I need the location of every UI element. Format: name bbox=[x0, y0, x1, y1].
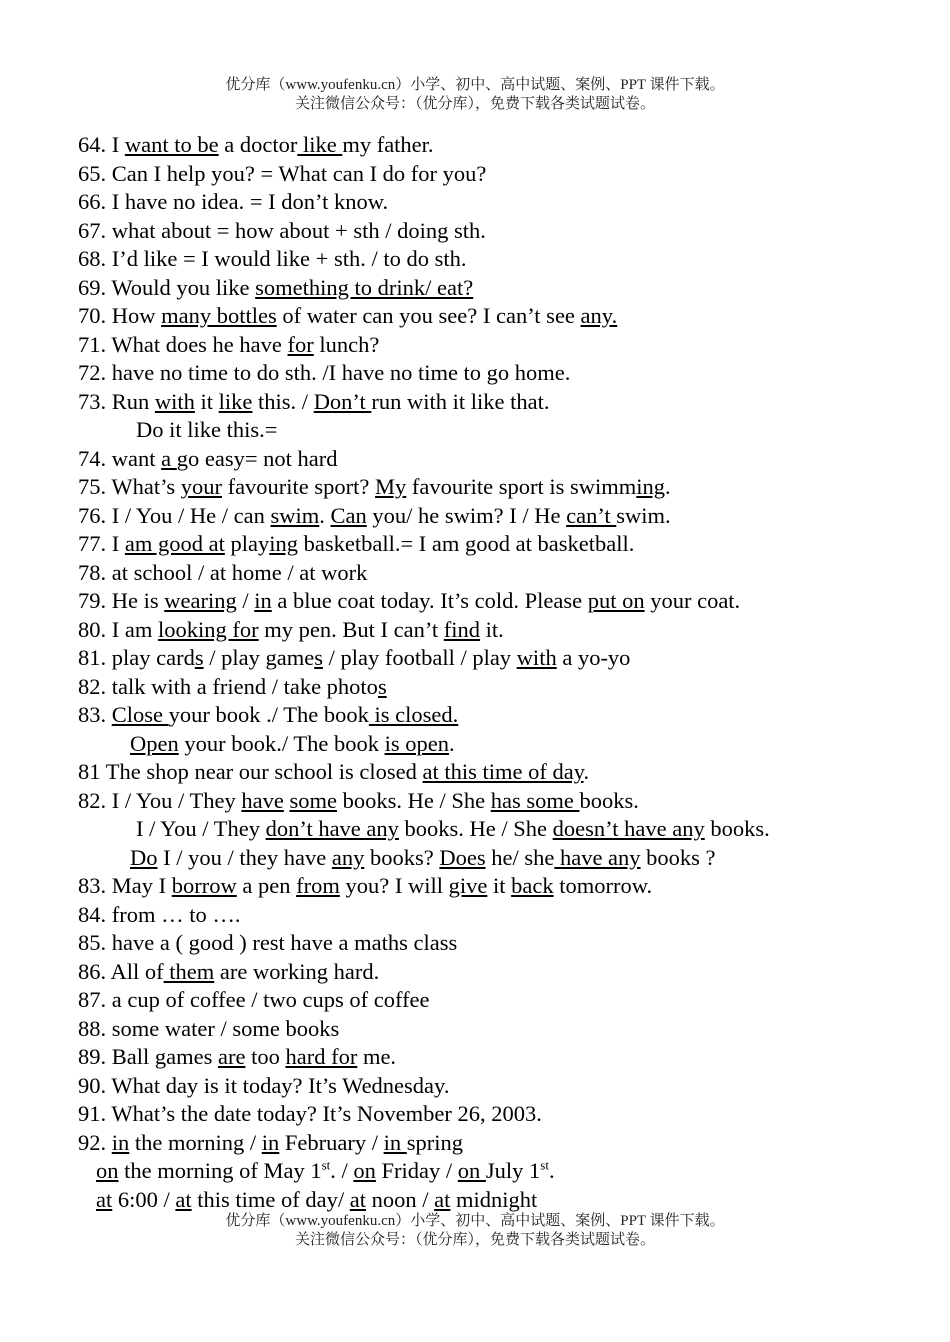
text-line bbox=[78, 302, 938, 331]
underlined-text: in bbox=[111, 1129, 130, 1155]
underlined-text: in bbox=[254, 588, 272, 613]
text-segment: 71. What does he have bbox=[78, 331, 288, 357]
underlined-text: a bbox=[161, 445, 177, 471]
underlined-text: wearing bbox=[164, 588, 237, 613]
underlined-text: is closed. bbox=[368, 702, 459, 727]
text-line bbox=[78, 1100, 938, 1129]
text-segment: / bbox=[236, 588, 255, 613]
text-line bbox=[78, 673, 938, 702]
underlined-text: at bbox=[434, 1186, 451, 1212]
text-segment: 85. have a ( good ) rest have a maths class bbox=[78, 930, 458, 955]
underlined-text: some bbox=[289, 787, 337, 813]
text-segment: run with it like that. bbox=[371, 388, 550, 414]
text-segment: . bbox=[665, 474, 671, 499]
underlined-text: on bbox=[457, 1158, 486, 1183]
text-segment: books. bbox=[579, 787, 639, 813]
text-line bbox=[78, 1186, 938, 1215]
text-segment: midnight bbox=[450, 1186, 538, 1212]
underlined-text: Can bbox=[330, 502, 367, 528]
underlined-text: any bbox=[331, 844, 365, 870]
underlined-text: with bbox=[516, 645, 557, 670]
text-line bbox=[78, 331, 938, 360]
text-segment: the morning / bbox=[129, 1129, 262, 1155]
text-segment: my father. bbox=[342, 132, 434, 157]
text-segment: 68. I’d like = I would like + sth. / to do sth. bbox=[78, 246, 467, 271]
footer-line-1: 优分库（www.youfenku.cn）小学、初中、高中试题、案例、PPT 课件下载。 bbox=[225, 1213, 725, 1229]
text-line bbox=[78, 530, 938, 559]
text-line bbox=[78, 502, 938, 531]
text-segment: 86. All of bbox=[78, 958, 164, 984]
underlined-text: s bbox=[194, 645, 204, 670]
text-segment: . bbox=[448, 730, 455, 756]
text-line bbox=[78, 758, 938, 787]
text-segment: . / bbox=[330, 1158, 354, 1183]
text-segment: lunch? bbox=[313, 331, 380, 357]
underlined-text: can’t bbox=[566, 502, 617, 528]
text-segment: he/ she bbox=[485, 844, 555, 870]
text-segment: 83. May I bbox=[78, 873, 172, 898]
text-line bbox=[78, 188, 938, 217]
underlined-text: at this time of day bbox=[422, 759, 584, 784]
text-segment: books. bbox=[704, 816, 770, 841]
text-segment: noon / bbox=[366, 1186, 435, 1212]
text-segment: your coat. bbox=[644, 588, 741, 613]
text-segment: this time of day/ bbox=[191, 1186, 350, 1212]
underlined-text: your bbox=[180, 474, 222, 499]
superscript-text: st bbox=[540, 1157, 549, 1173]
underlined-text: s bbox=[377, 673, 387, 699]
text-segment: of water can you see? I can’t see bbox=[276, 303, 581, 328]
text-segment: a blue coat today. It’s cold. Please bbox=[271, 588, 588, 613]
text-segment: you/ he swim? I / He bbox=[366, 502, 567, 528]
text-line bbox=[78, 872, 938, 901]
underlined-text: in bbox=[261, 1129, 280, 1155]
text-segment: books? bbox=[364, 844, 440, 870]
text-segment: 64. I bbox=[78, 132, 125, 157]
text-segment: favourite sport? bbox=[221, 474, 376, 499]
footer-line-2: 关注微信公众号：（优分库），免费下载各类试题试卷。 bbox=[294, 1232, 655, 1248]
text-line bbox=[78, 217, 938, 246]
text-line bbox=[78, 445, 938, 474]
underlined-text: on bbox=[353, 1158, 376, 1183]
text-line bbox=[78, 559, 938, 588]
text-segment: 87. a cup of coffee / two cups of coffee bbox=[78, 987, 430, 1012]
text-segment: Do it like this.= bbox=[136, 417, 278, 442]
underlined-text: like bbox=[297, 132, 343, 157]
text-line bbox=[78, 929, 938, 958]
text-segment: too bbox=[245, 1044, 286, 1069]
text-line bbox=[78, 1129, 938, 1158]
text-segment: 88. some water / some books bbox=[78, 1015, 340, 1041]
text-segment: your book ./ The book bbox=[168, 702, 369, 727]
text-line bbox=[78, 587, 938, 616]
underlined-text: Do bbox=[130, 844, 158, 870]
text-segment: are working hard. bbox=[214, 958, 380, 984]
text-line bbox=[78, 616, 938, 645]
text-segment: 75. What’s bbox=[78, 474, 181, 499]
text-segment: 91. What’s the date today? It’s November 26, 2003. bbox=[78, 1101, 542, 1126]
underlined-text: with bbox=[154, 388, 195, 414]
text-segment: 81 The shop near our school is closed bbox=[78, 759, 423, 784]
text-line bbox=[78, 787, 938, 816]
superscript-text: st bbox=[321, 1157, 331, 1173]
text-segment: 81. play card bbox=[78, 645, 195, 670]
text-segment: basketball.= I am good at basketball. bbox=[298, 531, 635, 556]
text-segment: 83. bbox=[78, 702, 112, 727]
document-body bbox=[78, 131, 938, 1214]
text-line bbox=[78, 730, 938, 759]
underlined-text: put on bbox=[587, 588, 645, 613]
text-line bbox=[78, 359, 938, 388]
underlined-text: give bbox=[448, 873, 488, 898]
text-segment: it bbox=[487, 873, 512, 898]
underlined-text: are bbox=[217, 1044, 246, 1069]
text-segment: 74. want bbox=[78, 445, 162, 471]
text-line bbox=[78, 160, 938, 189]
underlined-text: s bbox=[314, 645, 323, 670]
text-segment: 79. He is bbox=[78, 588, 165, 613]
underlined-text: in bbox=[383, 1129, 407, 1155]
text-line bbox=[78, 815, 938, 844]
text-line bbox=[78, 644, 938, 673]
underlined-text: Don’t bbox=[313, 388, 372, 414]
text-segment: you? I will bbox=[339, 873, 449, 898]
text-segment: me. bbox=[357, 1044, 397, 1069]
text-line bbox=[78, 1157, 938, 1186]
text-segment: Friday / bbox=[375, 1158, 458, 1183]
underlined-text: like bbox=[218, 388, 253, 414]
underlined-text: ing bbox=[636, 474, 666, 499]
text-segment: / play game bbox=[203, 645, 315, 670]
text-segment: / play football / play bbox=[322, 645, 517, 670]
text-segment: 65. Can I help you? = What can I do for you? bbox=[78, 160, 487, 186]
text-segment: July 1 bbox=[485, 1158, 541, 1183]
underlined-text: at bbox=[96, 1186, 113, 1212]
header-line-2: 关注微信公众号：（优分库），免费下载各类试题试卷。 bbox=[294, 96, 655, 112]
underlined-text: back bbox=[511, 873, 554, 898]
text-segment: books. He / She bbox=[398, 816, 553, 841]
underlined-text: from bbox=[296, 873, 340, 898]
text-segment: 76. I / You / He / can bbox=[78, 502, 271, 528]
text-line bbox=[78, 274, 938, 303]
underlined-text: am good at bbox=[124, 531, 225, 556]
underlined-text: Close bbox=[111, 702, 169, 727]
text-segment: 89. Ball games bbox=[78, 1044, 218, 1069]
text-segment: 80. I am bbox=[78, 616, 158, 642]
text-segment: the morning of May 1 bbox=[118, 1158, 322, 1183]
underlined-text: have any bbox=[554, 844, 641, 870]
text-line bbox=[78, 388, 938, 417]
text-line bbox=[78, 958, 938, 987]
underlined-text: has some bbox=[490, 787, 580, 813]
text-segment: . bbox=[319, 502, 331, 528]
text-segment: this. / bbox=[252, 388, 314, 414]
text-segment: . bbox=[548, 1158, 555, 1183]
text-line bbox=[78, 1072, 938, 1101]
underlined-text: any. bbox=[580, 303, 618, 328]
text-segment: 77. I bbox=[78, 531, 125, 556]
underlined-text: doesn’t have any bbox=[552, 816, 705, 841]
text-segment: 82. talk with a friend / take photo bbox=[78, 673, 378, 699]
underlined-text: something to drink/ eat? bbox=[255, 274, 474, 300]
text-segment: 84. from … to …. bbox=[78, 901, 241, 927]
underlined-text: them bbox=[163, 958, 215, 984]
text-line bbox=[78, 245, 938, 274]
underlined-text: find bbox=[443, 616, 481, 642]
text-segment: 67. what about = how about + sth / doing sth. bbox=[78, 217, 486, 243]
underlined-text: Does bbox=[439, 844, 486, 870]
text-line bbox=[78, 986, 938, 1015]
underlined-text: don’t have any bbox=[265, 816, 399, 841]
header-line-1: 优分库（www.youfenku.cn）小学、初中、高中试题、案例、PPT 课件下载。 bbox=[225, 77, 725, 93]
text-segment: go easy= not hard bbox=[176, 445, 338, 471]
underlined-text: Open bbox=[130, 730, 179, 756]
text-segment: I / You / They bbox=[136, 816, 266, 841]
text-segment: a doctor bbox=[218, 132, 298, 157]
underlined-text: for bbox=[287, 331, 314, 357]
underlined-text: at bbox=[175, 1186, 192, 1212]
text-segment: a pen bbox=[236, 873, 297, 898]
text-segment: I / you / they have bbox=[157, 844, 332, 870]
text-line bbox=[78, 473, 938, 502]
text-segment: 78. at school / at home / at work bbox=[78, 559, 368, 585]
text-segment: your book./ The book bbox=[178, 730, 385, 756]
text-segment: a yo-yo bbox=[556, 645, 631, 670]
page-header bbox=[0, 76, 950, 114]
text-segment: 92. bbox=[78, 1129, 112, 1155]
text-segment: books. He / She bbox=[336, 787, 491, 813]
text-line bbox=[78, 1043, 938, 1072]
text-segment: 72. have no time to do sth. /I have no time to go home. bbox=[78, 360, 571, 385]
text-segment: favourite sport is swimm bbox=[406, 474, 637, 499]
text-line bbox=[78, 701, 938, 730]
text-line bbox=[78, 416, 938, 445]
text-segment: 90. What day is it today? It’s Wednesday. bbox=[78, 1072, 450, 1098]
text-line bbox=[78, 1015, 938, 1044]
text-segment: it. bbox=[480, 616, 504, 642]
underlined-text: have bbox=[241, 787, 284, 813]
underlined-text: want to be bbox=[124, 132, 219, 157]
underlined-text: looking for bbox=[157, 616, 259, 642]
text-segment: 82. I / You / They bbox=[78, 787, 242, 813]
text-segment: play bbox=[224, 531, 270, 556]
text-segment: 69. Would you like bbox=[78, 274, 256, 300]
text-line bbox=[78, 131, 938, 160]
text-line bbox=[78, 844, 938, 873]
text-segment: spring bbox=[406, 1129, 464, 1155]
underlined-text: many bottles bbox=[161, 303, 277, 328]
text-segment: 70. How bbox=[78, 303, 162, 328]
underlined-text: is open bbox=[384, 730, 449, 756]
text-segment: tomorrow. bbox=[553, 873, 653, 898]
text-segment: it bbox=[194, 388, 219, 414]
underlined-text: on bbox=[96, 1158, 119, 1183]
underlined-text: swim bbox=[270, 502, 320, 528]
text-segment: swim. bbox=[616, 502, 671, 528]
text-line bbox=[78, 901, 938, 930]
text-segment: 66. I have no idea. = I don’t know. bbox=[78, 189, 389, 214]
underlined-text: ing bbox=[269, 531, 298, 556]
text-segment: 73. Run bbox=[78, 388, 155, 414]
underlined-text: hard for bbox=[285, 1044, 358, 1069]
text-segment: February / bbox=[279, 1129, 384, 1155]
text-segment: my pen. But I can’t bbox=[258, 616, 444, 642]
text-segment: books ? bbox=[640, 844, 716, 870]
text-segment: 6:00 / bbox=[112, 1186, 176, 1212]
underlined-text: My bbox=[375, 474, 407, 499]
page-footer bbox=[0, 1212, 950, 1250]
text-segment: . bbox=[583, 759, 590, 784]
underlined-text: at bbox=[349, 1186, 366, 1212]
underlined-text: borrow bbox=[171, 873, 237, 898]
